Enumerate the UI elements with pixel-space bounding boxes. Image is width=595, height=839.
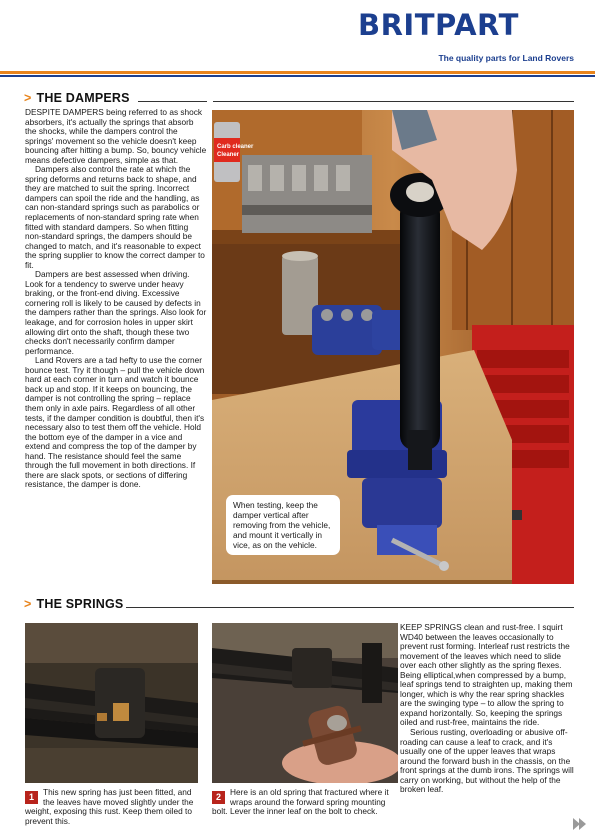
springs-rule	[126, 607, 574, 608]
next-page-icon[interactable]	[573, 817, 587, 829]
caption-text-1: This new spring has just been fitted, and the leaves have moved slightly under the weight, exposing this rust. Keep them oiled to prevent this.	[25, 787, 194, 826]
dampers-heading-text: THE DAMPERS	[36, 91, 130, 105]
spring-photo-1-illustration	[25, 623, 198, 783]
springs-heading	[24, 597, 123, 611]
spring-caption-1	[25, 788, 200, 826]
springs-body	[400, 623, 574, 795]
britpart-logo: BRITPART	[358, 8, 519, 42]
dampers-heading	[24, 91, 130, 105]
can-label-2: Cleaner	[217, 152, 240, 158]
chevron-right-icon: >	[24, 91, 32, 105]
springs-paragraph: KEEP SPRINGS clean and rust-free. I squirt WD40 between the leaves occasionally to prevent rust forming. Interleaf rust restricts the movement of the leaves which need to slide over each other slightly as the spring flexes. Being elliptical,when compressed by a bump, leaf springs tend to straighten up, making them longer, which is why the rear spring shackles are the swinging type – to allow the spring to expand horizontally. So, keeping the springs oiled and rust-free, maintains the ride.	[400, 622, 573, 728]
caption-text-2: Here is an old spring that fractured where it wraps around the forward spring mounting bolt. Lever the inner leaf on the bolt to check.	[212, 787, 389, 817]
springs-paragraph: Serious rusting, overloading or abusive off-roading can cause a leaf to crack, and it's usually one of the upper leaves that wraps around the forward bush in the chassis, on the front springs at the dumb irons. The springs will carry on working, but without the help of the broken leaf.	[400, 727, 574, 795]
dampers-paragraph: Land Rovers are a tad hefty to use the corner bounce test. Try it though – pull the vehicle down hard at each corner in turn and watch it bounce back up and stop. If it keeps on bouncing, the damper is not controlling the spring – replace them only in axle pairs. Regardless of all other tests, if the damper condition is doubtful, then it's necessary also to test them off the vehicle. Hold the bottom eye of the damper in a vice and extend and compress the top of the damper by hand. The resistance should feel the same through the full movement in both directions. If there are slack spots, or sections of differing resistance, the damper is done.	[25, 355, 205, 490]
dampers-paragraph: DESPITE DAMPERS being referred to as shock absorbers, it's actually the springs that absorb the shocks, while the dampers control the springs' movement so the vehicle doesn't keep bouncing after hitting a bump. So, bouncy vehicle means defective dampers, simple as that.	[25, 107, 207, 165]
header-rule-blue	[0, 75, 595, 77]
spring-photo-1	[25, 623, 198, 783]
damper-vice-photo	[212, 110, 574, 584]
tagline: The quality parts for Land Rovers	[438, 53, 574, 63]
photo-caption: When testing, keep the damper vertical after removing from the vehicle, and mount it vertically in vice, as on the vehicle.	[226, 495, 340, 555]
caption-number-2: 2	[212, 791, 225, 804]
spring-photo-2-illustration	[212, 623, 398, 783]
dampers-body	[25, 108, 207, 490]
dampers-rule-right	[213, 101, 574, 102]
spring-photo-2	[212, 623, 398, 783]
spring-caption-2	[212, 788, 400, 817]
dampers-rule-left	[138, 101, 207, 102]
springs-heading-text: THE SPRINGS	[36, 597, 124, 611]
dampers-paragraph: Dampers are best assessed when driving. Look for a tendency to swerve under heavy braking, or the front-end diving. Excessive cornering roll is likely to be caused by defects in the dampers rather than the springs. Also look for leakage, and for corrosion holes in upper skirt allowing dirt onto the shaft, though these two checks don't necessarily confirm damper performance.	[25, 269, 207, 356]
chevron-right-icon: >	[24, 597, 32, 611]
caption-number-1: 1	[25, 791, 38, 804]
can-label-1: Carb cleaner	[217, 144, 254, 150]
header-rule-orange	[0, 71, 595, 74]
dampers-paragraph: Dampers also control the rate at which the spring deforms and returns back to shape, and they are matched to suit the spring. Incorrect dampers can spoil the ride and the handling, as can non-standard springs such as parabolics or replacements of non-standard spring rate when fitted with standard dampers. So when fitting non-standard springs, the dampers should be changed to match, and it's reasonable to expect the spring supplier to know the correct damper to fit.	[25, 164, 205, 270]
